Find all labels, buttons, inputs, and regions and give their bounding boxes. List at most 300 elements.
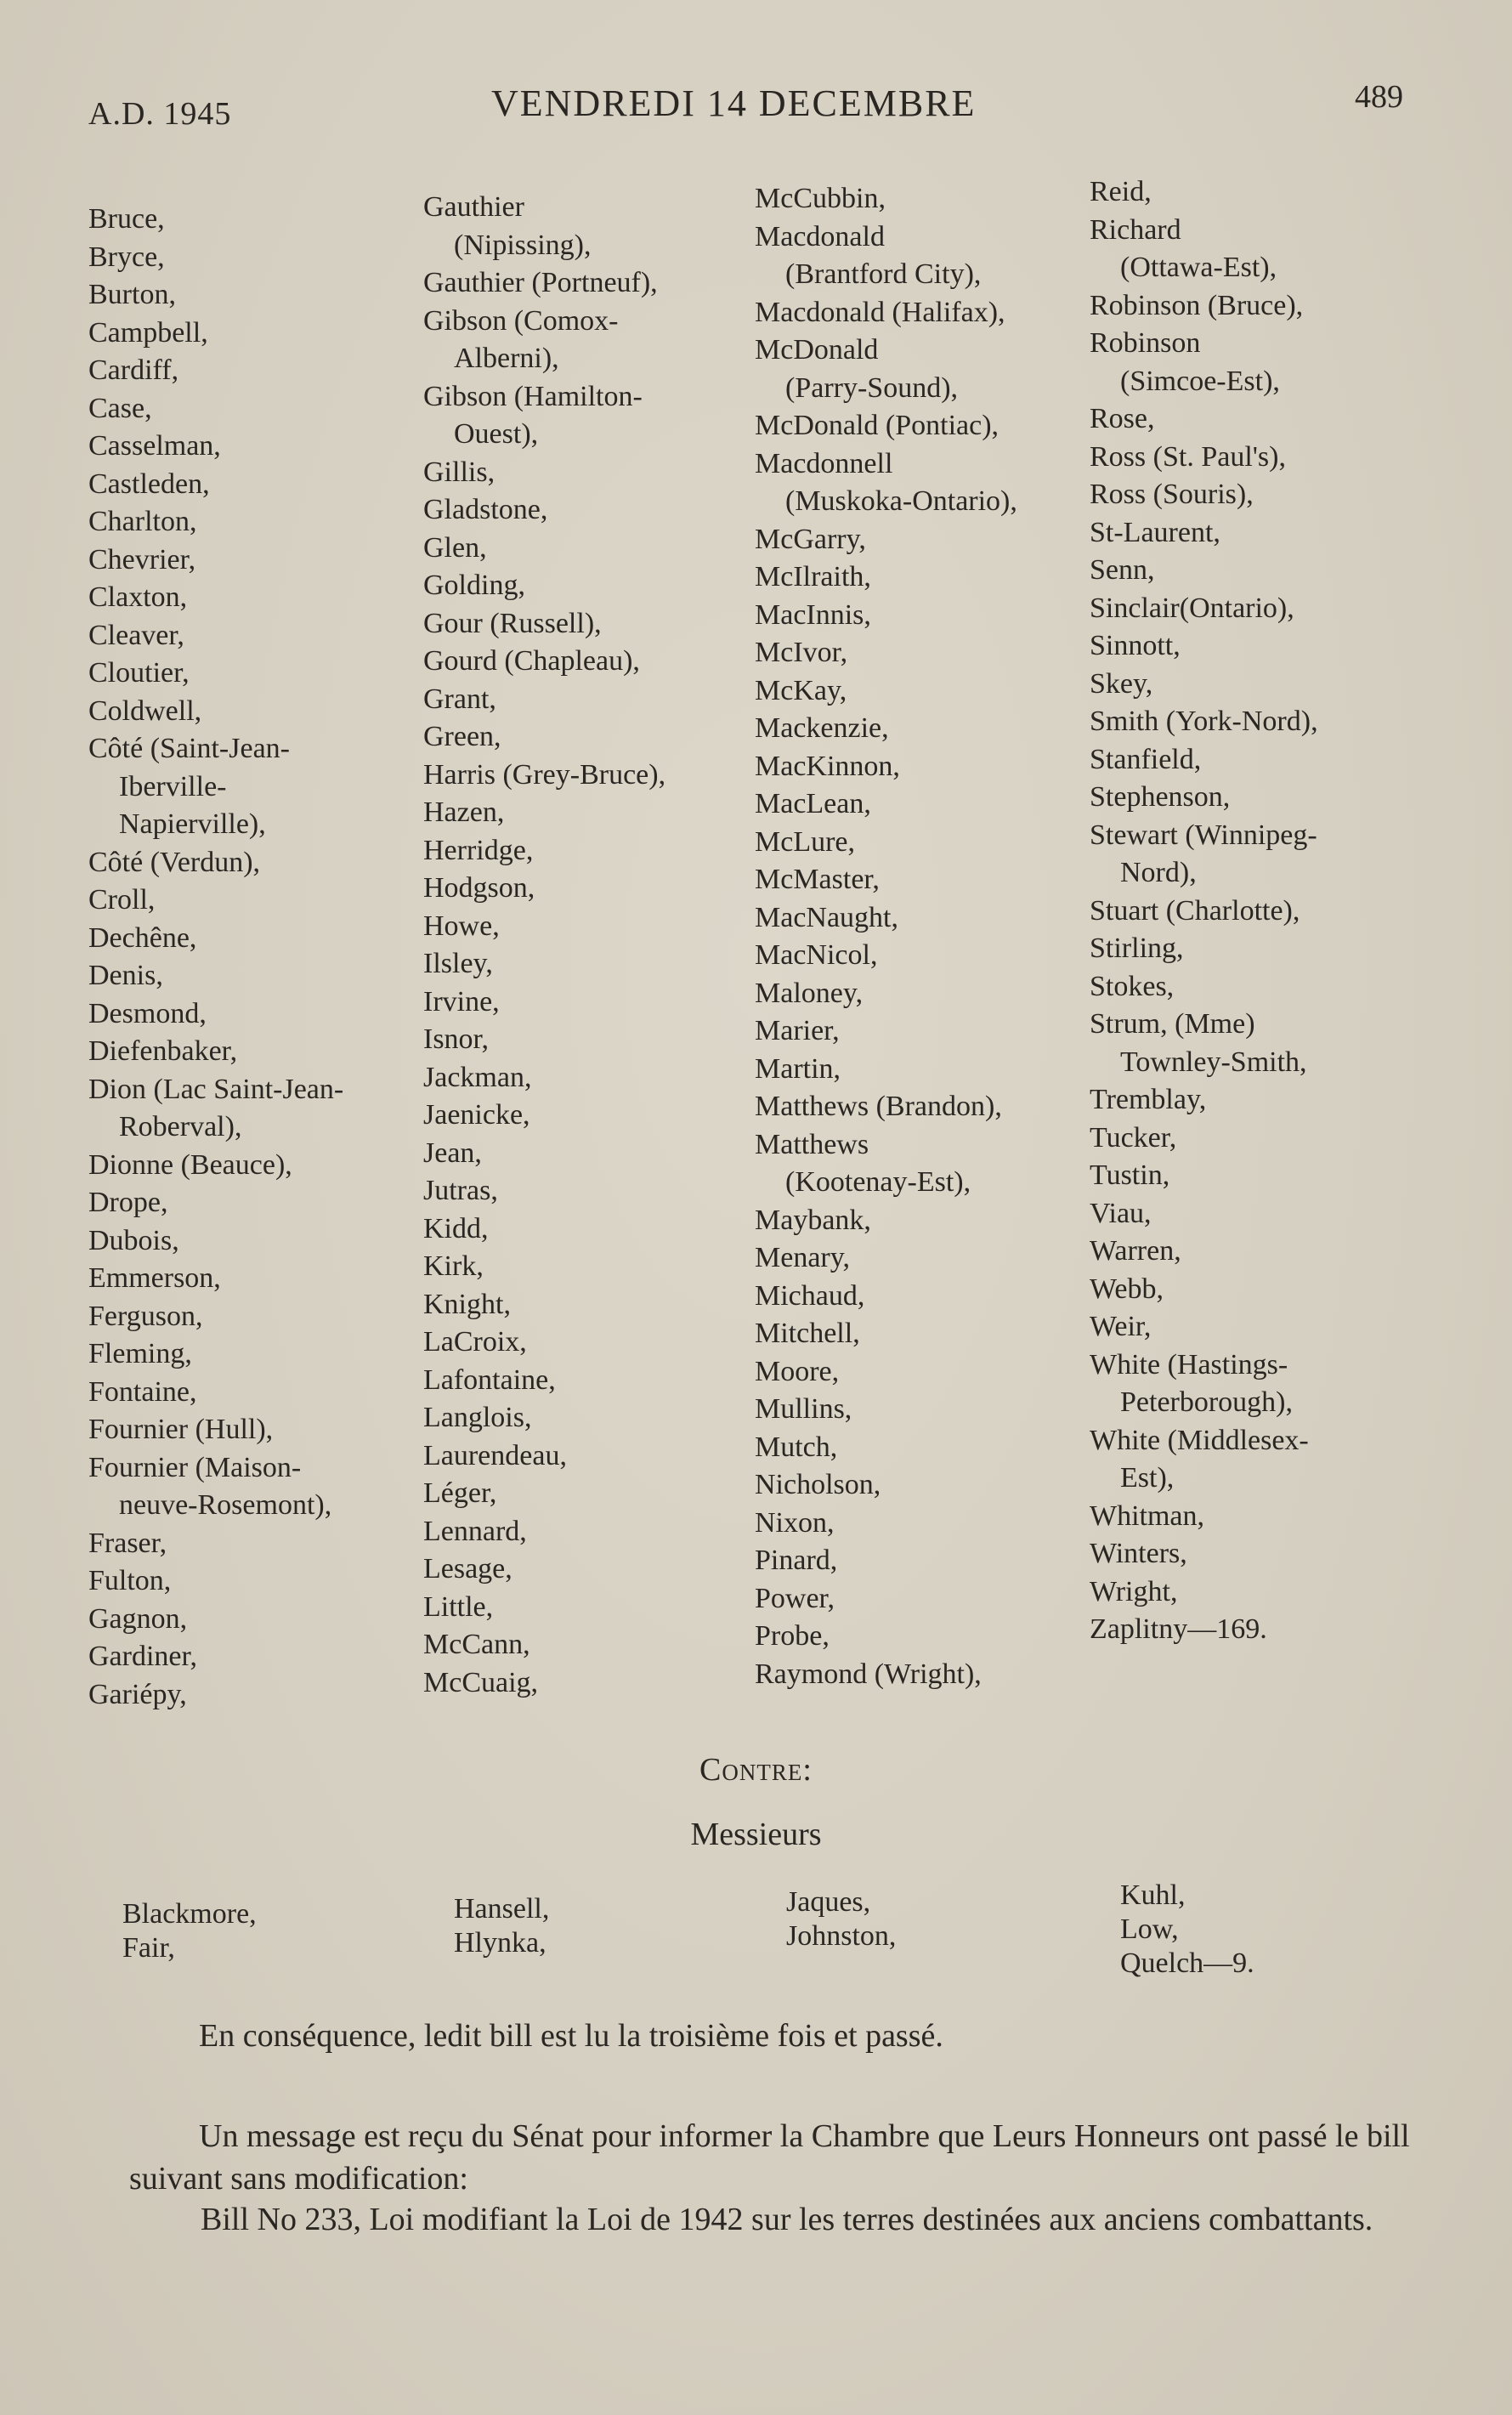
member-name xyxy=(1090,287,1318,326)
member-name xyxy=(88,1184,343,1222)
members-column-2 xyxy=(423,189,665,1702)
member-name-text: Golding, xyxy=(423,570,525,601)
member-name xyxy=(88,1108,343,1147)
page-number: 489 xyxy=(1355,79,1403,115)
member-name xyxy=(755,975,1017,1013)
member-name-text: Wright, xyxy=(1090,1575,1178,1607)
member-name xyxy=(423,757,665,795)
member-name xyxy=(1090,1498,1318,1536)
contre-column-3 xyxy=(786,1885,896,1953)
member-name xyxy=(423,832,665,870)
member-name xyxy=(1090,552,1318,590)
member-name-text: Tustin, xyxy=(1090,1159,1170,1191)
member-name-text: Croll, xyxy=(88,884,156,916)
member-name xyxy=(1090,173,1318,212)
member-name-text: Coldwell, xyxy=(88,694,202,727)
member-name-text: Gariépy, xyxy=(88,1678,187,1710)
member-name xyxy=(1090,930,1318,968)
member-name-text: Gour (Russell), xyxy=(423,607,602,639)
member-name-text: Herridge, xyxy=(423,834,534,866)
member-name-text: Stokes, xyxy=(1090,970,1175,1002)
date-title: VENDREDI 14 DECEMBRE xyxy=(491,82,977,124)
paragraph-bill-233: Bill No 233, Loi modifiant la Loi de 1942 sur les terres destinées aux anciens combattants. xyxy=(201,2202,1373,2237)
member-name xyxy=(423,908,665,946)
member-name xyxy=(1090,1384,1318,1422)
member-name xyxy=(755,1656,1017,1694)
member-name-text: MacKinnon, xyxy=(755,750,900,782)
member-name xyxy=(88,693,343,731)
member-name xyxy=(423,340,665,378)
member-name xyxy=(423,718,665,757)
member-name xyxy=(1090,476,1318,514)
member-name xyxy=(88,1222,343,1261)
member-name xyxy=(88,1298,343,1336)
member-name xyxy=(423,605,665,643)
member-name-text: Diefenbaker, xyxy=(88,1035,238,1067)
member-name xyxy=(755,899,1017,938)
member-name-text: Maloney, xyxy=(755,977,864,1009)
member-name-text: Gibson (Hamilton- xyxy=(423,380,643,412)
member-name-text: Fournier (Hull), xyxy=(88,1414,274,1445)
member-name xyxy=(88,1601,343,1639)
member-name xyxy=(755,1580,1017,1619)
member-name-text: Gibson (Comox- xyxy=(423,304,619,337)
member-name-text: Smith (York-Nord), xyxy=(1090,706,1318,737)
member-name xyxy=(88,201,343,239)
member-name-text: Jean, xyxy=(423,1137,482,1169)
member-name-text: Gourd (Chapleau), xyxy=(423,645,640,677)
member-name xyxy=(88,503,343,541)
member-name xyxy=(88,315,343,353)
member-name-text: Fontaine, xyxy=(88,1375,197,1408)
member-name xyxy=(755,521,1017,559)
member-name-text: Pinard, xyxy=(755,1545,838,1576)
member-name-text: Jutras, xyxy=(423,1175,498,1206)
member-name-text: Est), xyxy=(1120,1462,1175,1494)
member-name xyxy=(88,806,343,844)
messieurs-subheading: Messieurs xyxy=(690,1817,822,1852)
member-name-text: Roberval), xyxy=(119,1111,242,1142)
member-name xyxy=(423,1286,665,1324)
member-name-text: MacLean, xyxy=(755,788,871,819)
member-name-text: Bruce, xyxy=(88,203,165,235)
member-name xyxy=(1090,1044,1318,1082)
member-name-text: Senn, xyxy=(1090,554,1155,586)
member-name-text: Harris (Grey-Bruce), xyxy=(423,758,666,791)
member-name-text: Power, xyxy=(755,1582,835,1614)
member-name xyxy=(88,920,343,958)
member-name-text: Kidd, xyxy=(423,1212,489,1244)
member-name-text: Gauthier xyxy=(423,191,524,223)
member-name-text: Napierville), xyxy=(119,808,266,840)
member-name xyxy=(1090,968,1318,1006)
member-name xyxy=(755,634,1017,672)
member-name-text: Lafontaine, xyxy=(423,1363,556,1396)
member-name-text: Gardiner, xyxy=(88,1641,197,1672)
paragraph-senate-message: Un message est reçu du Sénat pour informer la Chambre que Leurs Honneurs ont passé le bill suivant sans modification: xyxy=(129,2118,1410,2197)
member-name xyxy=(88,276,343,315)
member-name-text: Stuart (Charlotte), xyxy=(1090,894,1300,927)
member-name xyxy=(423,1324,665,1362)
member-name-text: Macdonnell xyxy=(755,447,893,479)
member-name xyxy=(88,1335,343,1374)
member-name-text: St-Laurent, xyxy=(1090,516,1220,548)
member-name-text: Probe, xyxy=(755,1620,830,1652)
member-name-text: Rose, xyxy=(1090,403,1155,434)
member-name xyxy=(423,1513,665,1551)
member-name-text: Langlois, xyxy=(423,1402,532,1433)
members-column-4 xyxy=(1090,173,1318,1649)
member-name xyxy=(423,1550,665,1589)
member-name-text: Côté (Verdun), xyxy=(88,846,261,878)
member-name-text: LaCroix, xyxy=(423,1326,527,1358)
member-name-text: Lennard, xyxy=(423,1515,527,1547)
member-name xyxy=(423,1210,665,1249)
member-name xyxy=(88,466,343,504)
member-name-text: Fleming, xyxy=(88,1338,192,1369)
member-name xyxy=(1090,400,1318,439)
member-name-text: Macdonald xyxy=(755,220,885,252)
member-name-text: Mutch, xyxy=(755,1431,838,1463)
member-name xyxy=(88,1411,343,1449)
member-name xyxy=(755,294,1017,332)
year-label: A.D. 1945 xyxy=(88,96,232,132)
member-name xyxy=(755,1012,1017,1051)
member-name-text: (Simcoe-Est), xyxy=(1120,365,1280,397)
contre-member-name: Johnston, xyxy=(786,1920,897,1952)
member-name-text: Whitman, xyxy=(1090,1499,1205,1532)
member-name xyxy=(1090,1081,1318,1120)
member-name xyxy=(755,1088,1017,1126)
member-name xyxy=(755,370,1017,408)
member-name-text: Viau, xyxy=(1090,1197,1152,1229)
member-name-text: Peterborough), xyxy=(1120,1386,1294,1418)
member-name xyxy=(423,945,665,984)
member-name-text: Nicholson, xyxy=(755,1469,881,1500)
member-name-text: White (Middlesex- xyxy=(1090,1424,1309,1456)
member-name-text: Ross (Souris), xyxy=(1090,479,1254,510)
member-name xyxy=(88,1449,343,1488)
member-name-text: Hodgson, xyxy=(423,872,535,904)
member-name xyxy=(1090,1006,1318,1044)
member-name xyxy=(1090,1535,1318,1573)
member-name-text: Laurendeau, xyxy=(423,1439,567,1471)
member-name xyxy=(88,957,343,995)
member-name-text: Webb, xyxy=(1090,1273,1164,1305)
member-name-text: Maybank, xyxy=(755,1204,871,1236)
member-name-text: Tucker, xyxy=(1090,1121,1177,1154)
member-name-text: Denis, xyxy=(88,960,163,991)
member-name-text: (Nipissing), xyxy=(454,229,592,261)
member-name-text: Casselman, xyxy=(88,430,221,462)
member-name-text: Côté (Saint-Jean- xyxy=(88,733,290,764)
member-name-text: MacInnis, xyxy=(755,598,871,631)
member-name-text: Skey, xyxy=(1090,667,1153,700)
member-name-text: Zaplitny—169. xyxy=(1090,1613,1267,1645)
member-name xyxy=(88,1033,343,1071)
member-name-text: Iberville- xyxy=(119,770,227,802)
member-name-text: (Kootenay-Est), xyxy=(785,1166,971,1198)
member-name xyxy=(755,1126,1017,1165)
member-name-text: McCann, xyxy=(423,1629,530,1660)
member-name xyxy=(423,416,665,454)
member-name-text: McCubbin, xyxy=(755,183,886,214)
member-name-text: McDonald xyxy=(755,334,879,366)
member-name xyxy=(755,332,1017,370)
member-name xyxy=(1090,854,1318,893)
member-name-text: Stirling, xyxy=(1090,933,1184,964)
member-name xyxy=(1090,779,1318,817)
member-name-text: McGarry, xyxy=(755,523,866,555)
member-name-text: Menary, xyxy=(755,1242,851,1273)
member-name xyxy=(423,1248,665,1286)
member-name-text: McLure, xyxy=(755,825,856,858)
member-name xyxy=(755,483,1017,521)
member-name xyxy=(423,1664,665,1703)
member-name xyxy=(423,1097,665,1135)
members-column-3 xyxy=(755,180,1017,1693)
member-name xyxy=(1090,703,1318,741)
member-name xyxy=(1090,1120,1318,1158)
member-name-text: McCuaig, xyxy=(423,1666,539,1698)
member-name-text: Dionne (Beauce), xyxy=(88,1148,292,1181)
member-name xyxy=(88,1562,343,1601)
member-name xyxy=(88,1525,343,1563)
member-name-text: Cardiff, xyxy=(88,354,179,386)
member-name-text: Chevrier, xyxy=(88,543,196,575)
paragraph-bill-passed: En conséquence, ledit bill est lu la troisième fois et passé. xyxy=(199,2018,943,2054)
contre-member-name: Hansell, xyxy=(454,1893,550,1925)
member-name-text: Emmerson, xyxy=(88,1262,221,1294)
member-name xyxy=(1090,1573,1318,1612)
contre-member-name: Jaques, xyxy=(786,1886,871,1918)
member-name-text: Lesage, xyxy=(423,1553,512,1584)
member-name xyxy=(755,710,1017,748)
member-name xyxy=(755,1239,1017,1278)
member-name-text: Alberni), xyxy=(454,343,559,374)
member-name-text: Sinnott, xyxy=(1090,630,1181,661)
member-name xyxy=(423,530,665,568)
member-name-text: Michaud, xyxy=(755,1279,865,1312)
member-name-text: Reid, xyxy=(1090,176,1152,207)
member-name-text: Winters, xyxy=(1090,1538,1187,1569)
member-name xyxy=(88,995,343,1034)
member-name xyxy=(755,672,1017,711)
member-name-text: Gagnon, xyxy=(88,1602,188,1635)
member-name-text: Weir, xyxy=(1090,1311,1152,1342)
member-name-text: Fournier (Maison- xyxy=(88,1451,302,1483)
contre-column-1 xyxy=(122,1897,257,1965)
contre-member-name: Kuhl, xyxy=(1120,1879,1186,1911)
member-name xyxy=(423,1172,665,1210)
member-name-text: Jaenicke, xyxy=(423,1099,530,1131)
member-name xyxy=(423,643,665,681)
member-name-text: Hazen, xyxy=(423,796,505,828)
member-name xyxy=(88,882,343,920)
member-name-text: Bryce, xyxy=(88,241,165,273)
member-name xyxy=(1090,249,1318,287)
member-name xyxy=(1090,817,1318,855)
member-name xyxy=(88,730,343,768)
member-name-text: Castleden, xyxy=(88,468,210,500)
member-name-text: Moore, xyxy=(755,1355,840,1387)
member-name-text: Charlton, xyxy=(88,506,197,537)
member-name-text: Campbell, xyxy=(88,316,208,349)
member-name-text: Stanfield, xyxy=(1090,743,1202,775)
member-name xyxy=(755,1466,1017,1505)
member-name-text: Cleaver, xyxy=(88,619,184,651)
member-name-text: Ouest), xyxy=(454,418,539,450)
member-name-text: Fulton, xyxy=(88,1565,172,1596)
member-name-text: Gladstone, xyxy=(423,494,548,525)
member-name xyxy=(755,1505,1017,1543)
member-name-text: Gauthier (Portneuf), xyxy=(423,267,658,298)
member-name xyxy=(423,1475,665,1513)
member-name xyxy=(755,937,1017,975)
member-name xyxy=(755,407,1017,445)
member-name-text: neuve-Rosemont), xyxy=(119,1489,332,1521)
member-name xyxy=(755,1542,1017,1580)
member-name-text: McIvor, xyxy=(755,637,848,668)
member-name xyxy=(423,378,665,417)
member-name xyxy=(1090,590,1318,628)
member-name xyxy=(1090,212,1318,250)
member-name xyxy=(88,1071,343,1109)
member-name xyxy=(755,1164,1017,1202)
member-name-text: Green, xyxy=(423,721,501,752)
page-header xyxy=(0,78,1512,138)
member-name-text: Knight, xyxy=(423,1288,511,1320)
member-name xyxy=(1090,325,1318,363)
member-name xyxy=(755,1202,1017,1240)
member-name xyxy=(88,352,343,390)
member-name xyxy=(88,428,343,466)
member-name-text: Matthews xyxy=(755,1128,869,1160)
member-name-text: McIlraith, xyxy=(755,561,871,592)
member-name xyxy=(423,870,665,908)
member-name-text: McDonald (Pontiac), xyxy=(755,410,1000,441)
member-name-text: Nord), xyxy=(1120,857,1197,888)
member-name-text: (Muskoka-Ontario), xyxy=(785,485,1017,517)
member-name xyxy=(423,984,665,1022)
member-name xyxy=(423,491,665,530)
member-name xyxy=(1090,363,1318,401)
member-name-text: Dechêne, xyxy=(88,921,197,954)
member-name xyxy=(423,454,665,492)
member-name xyxy=(1090,1271,1318,1309)
member-name xyxy=(1090,741,1318,779)
member-name xyxy=(88,1487,343,1525)
member-name xyxy=(88,617,343,655)
member-name xyxy=(423,681,665,719)
member-name xyxy=(88,239,343,277)
member-name xyxy=(1090,1346,1318,1385)
member-name xyxy=(755,1353,1017,1392)
member-name-text: MacNaught, xyxy=(755,901,899,933)
member-name xyxy=(88,390,343,428)
member-name xyxy=(423,303,665,341)
member-name xyxy=(423,794,665,832)
member-name xyxy=(88,1374,343,1412)
member-name-text: Dubois, xyxy=(88,1224,179,1256)
member-name xyxy=(1090,439,1318,477)
member-name xyxy=(1090,1422,1318,1460)
member-name-text: Nixon, xyxy=(755,1506,835,1539)
member-name-text: Stephenson, xyxy=(1090,781,1231,813)
member-name-text: Warren, xyxy=(1090,1235,1181,1267)
member-name-text: Burton, xyxy=(88,279,176,310)
member-name-text: Ilsley, xyxy=(423,948,493,979)
member-name-text: Desmond, xyxy=(88,997,207,1029)
member-name xyxy=(755,824,1017,862)
member-name xyxy=(1090,1611,1318,1649)
member-name xyxy=(423,1362,665,1400)
member-name-text: McKay, xyxy=(755,674,847,706)
member-name-text: Raymond (Wright), xyxy=(755,1658,982,1690)
member-name xyxy=(755,445,1017,484)
member-name-text: Sinclair(Ontario), xyxy=(1090,592,1294,624)
member-name xyxy=(755,256,1017,294)
member-name-text: (Parry-Sound), xyxy=(785,371,959,404)
member-name-text: Mullins, xyxy=(755,1393,852,1425)
member-name-text: Stewart (Winnipeg- xyxy=(1090,819,1317,851)
member-name xyxy=(755,597,1017,635)
member-name-text: Tremblay, xyxy=(1090,1084,1207,1115)
member-name-text: Mitchell, xyxy=(755,1318,860,1349)
contre-column-2 xyxy=(454,1892,549,1960)
contre-member-name: Quelch—9. xyxy=(1120,1947,1254,1979)
member-name-text: Isnor, xyxy=(423,1023,490,1055)
member-name xyxy=(755,1618,1017,1656)
member-name-text: Ferguson, xyxy=(88,1300,203,1332)
member-name xyxy=(423,1626,665,1664)
member-name xyxy=(1090,1195,1318,1233)
member-name xyxy=(88,541,343,580)
member-name xyxy=(88,1260,343,1298)
member-name-text: Macdonald (Halifax), xyxy=(755,296,1005,328)
member-name-text: Fraser, xyxy=(88,1527,167,1559)
member-name xyxy=(423,227,665,265)
member-name xyxy=(1090,514,1318,553)
member-name xyxy=(755,180,1017,218)
member-name-text: Howe, xyxy=(423,910,500,942)
member-name-text: Kirk, xyxy=(423,1250,484,1282)
member-name xyxy=(755,861,1017,899)
member-name-text: Richard xyxy=(1090,213,1181,246)
contre-member-name: Low, xyxy=(1120,1913,1179,1945)
members-column-1 xyxy=(88,201,343,1714)
contre-member-name: Blackmore, xyxy=(122,1898,257,1930)
member-name-text: Léger, xyxy=(423,1477,497,1509)
member-name xyxy=(423,1437,665,1476)
member-name xyxy=(88,579,343,617)
member-name xyxy=(88,1638,343,1676)
member-name-text: (Brantford City), xyxy=(785,258,982,290)
member-name xyxy=(1090,1460,1318,1498)
member-name xyxy=(423,1059,665,1097)
member-name xyxy=(88,768,343,807)
member-name xyxy=(88,1676,343,1715)
contre-member-name: Hlynka, xyxy=(454,1927,546,1959)
member-name xyxy=(423,567,665,605)
member-name-text: Little, xyxy=(423,1590,494,1623)
member-name xyxy=(1090,1233,1318,1271)
member-name xyxy=(423,1589,665,1627)
member-name-text: White (Hastings- xyxy=(1090,1348,1288,1380)
member-name-text: Case, xyxy=(88,392,152,424)
member-name-text: Martin, xyxy=(755,1052,841,1085)
member-name-text: Cloutier, xyxy=(88,657,190,689)
